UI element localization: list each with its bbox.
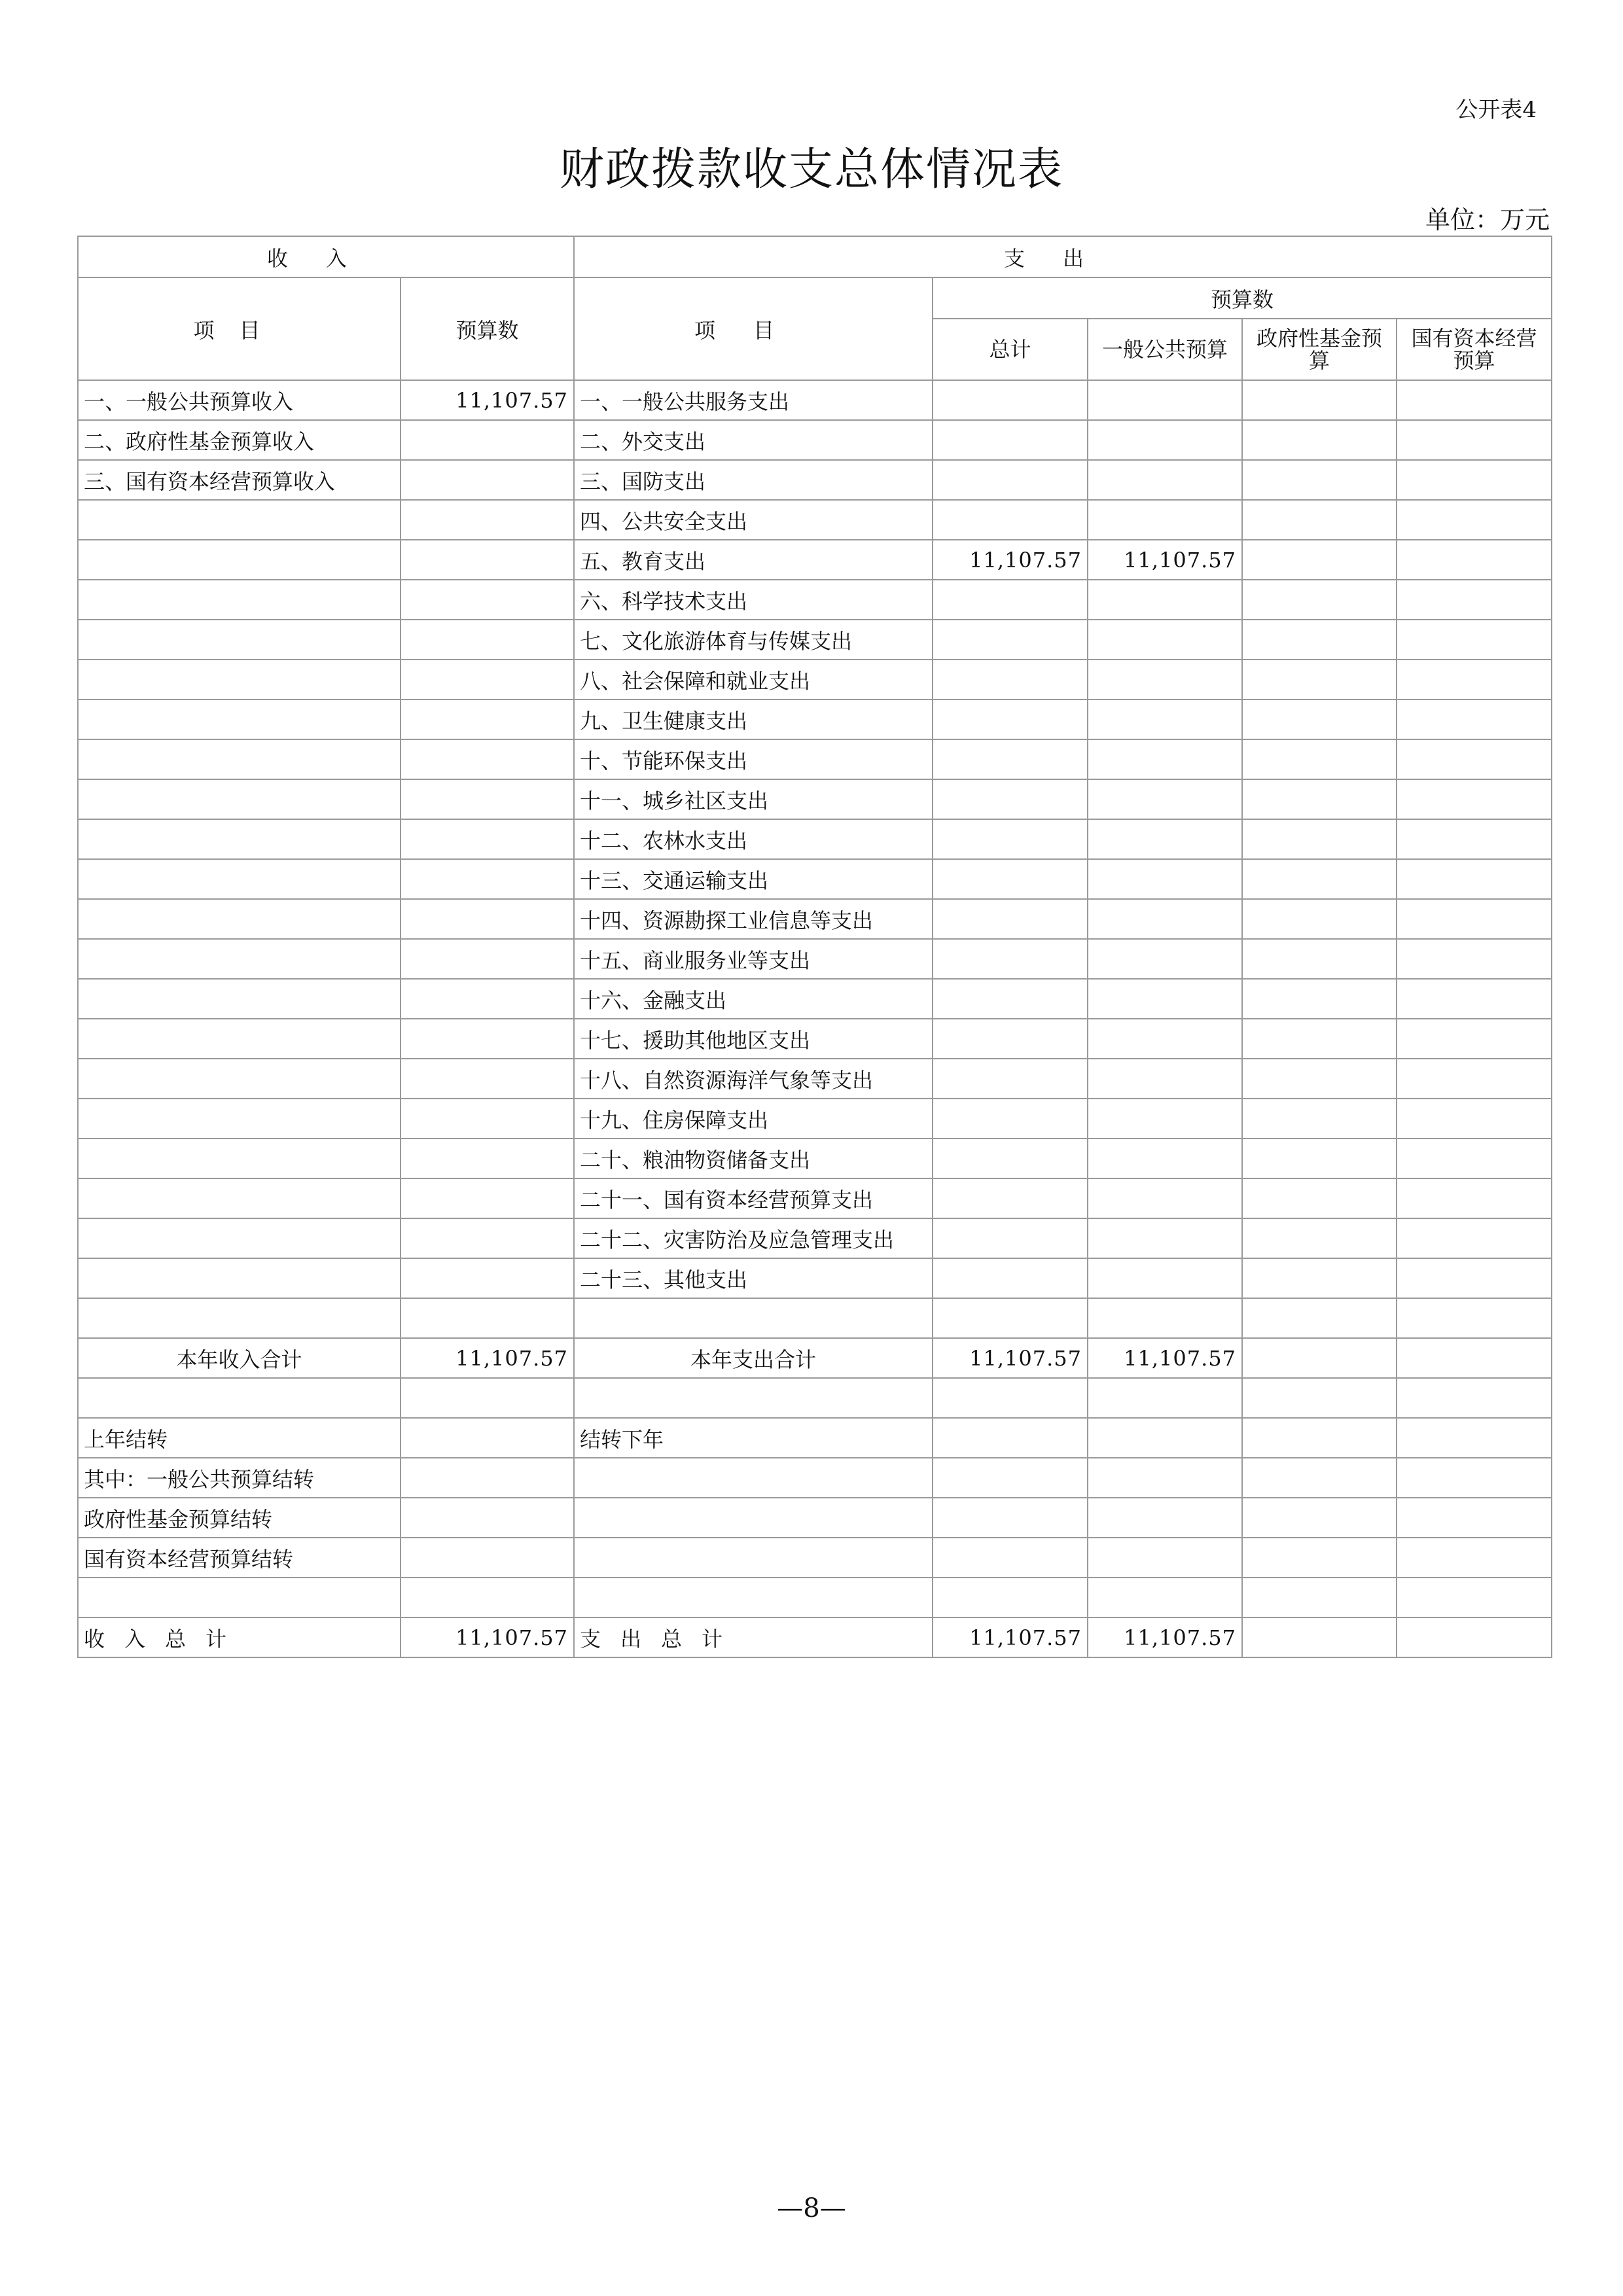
income-amount-cell [401,859,574,899]
table-row [78,420,1552,460]
income-amount-cell [401,1418,574,1458]
exp-soe-cell [1397,699,1552,739]
exp-fund-cell [1242,979,1397,1019]
income-amount-cell: 11,107.57 [401,380,574,420]
carry-row [78,1418,1552,1458]
income-item-cell [78,699,401,739]
exp-general-cell [1088,500,1242,540]
exp-item-cell: 十一、城乡社区支出 [574,779,933,819]
income-amount-cell [401,979,574,1019]
exp-item-cell: 八、社会保障和就业支出 [574,660,933,699]
exp-fund-cell [1242,1538,1397,1578]
general-budget-header: 一般公共预算 [1088,319,1242,380]
income-item-cell [78,500,401,540]
exp-item-cell: 二十一、国有资本经营预算支出 [574,1178,933,1218]
grand-income-amount: 11,107.57 [401,1617,574,1657]
exp-soe-cell [1397,859,1552,899]
exp-item-cell: 二十三、其他支出 [574,1258,933,1298]
income-item-cell [78,819,401,859]
exp-total-cell [933,460,1088,500]
exp-general-cell [1088,819,1242,859]
exp-soe-cell [1397,380,1552,420]
table-row [78,979,1552,1019]
exp-soe-cell [1397,979,1552,1019]
income-amount-cell [401,899,574,939]
income-amount-cell [401,739,574,779]
exp-general-cell [1088,859,1242,899]
income-item-cell: 政府性基金预算结转 [78,1498,401,1538]
income-amount-cell [401,1458,574,1498]
carry-row [78,1578,1552,1617]
exp-general-cell [1088,1538,1242,1578]
exp-soe-cell [1397,819,1552,859]
income-item-cell [78,779,401,819]
exp-soe-cell [1397,1578,1552,1617]
income-item-cell [78,660,401,699]
table-row [78,1298,1552,1338]
exp-general-cell [1088,420,1242,460]
exp-item-cell: 十九、住房保障支出 [574,1099,933,1139]
page-number: —8— [777,2193,846,2223]
exp-total-cell [933,1298,1088,1338]
exp-total-cell [933,500,1088,540]
exp-fund-cell [1242,819,1397,859]
gov-fund-header: 政府性基金预算 [1242,319,1397,380]
income-item-cell: 国有资本经营预算结转 [78,1538,401,1578]
exp-fund-cell [1242,660,1397,699]
income-amount-cell [401,939,574,979]
income-item-cell: 二、政府性基金预算收入 [78,420,401,460]
exp-fund-cell [1242,420,1397,460]
exp-item-cell: 十五、商业服务业等支出 [574,939,933,979]
exp-item-header: 项目 [574,277,933,380]
expenditure-header: 支出 [574,236,1552,277]
table-row [78,779,1552,819]
year-exp-label: 本年支出合计 [574,1338,933,1378]
exp-item-cell: 九、卫生健康支出 [574,699,933,739]
exp-fund-cell [1242,1059,1397,1099]
exp-total-cell [933,1059,1088,1099]
table-row [78,1178,1552,1218]
exp-soe-cell [1397,420,1552,460]
income-amount-cell [401,1538,574,1578]
carry-row [78,1538,1552,1578]
income-amount-cell [401,580,574,620]
unit-label: 单位：万元 [1425,205,1550,234]
grand-exp-general: 11,107.57 [1088,1617,1242,1657]
exp-item-cell: 四、公共安全支出 [574,500,933,540]
exp-general-cell [1088,1019,1242,1059]
exp-item-cell [574,1578,933,1617]
page-title: 财政拨款收支总体情况表 [559,144,1063,196]
income-amount-cell [401,819,574,859]
table-row [78,540,1552,580]
exp-general-cell [1088,1059,1242,1099]
exp-general-cell [1088,1258,1242,1298]
exp-soe-cell [1397,1418,1552,1458]
exp-general-cell [1088,699,1242,739]
table-row [78,1139,1552,1178]
exp-item-cell: 六、科学技术支出 [574,580,933,620]
exp-item-cell: 十二、农林水支出 [574,819,933,859]
exp-fund-cell [1242,1258,1397,1298]
income-item-cell [78,1578,401,1617]
income-amount-cell [401,500,574,540]
exp-soe-cell [1397,939,1552,979]
grand-exp-fund [1242,1617,1397,1657]
exp-item-cell: 一、一般公共服务支出 [574,380,933,420]
income-item-cell [78,1059,401,1099]
exp-soe-cell [1397,1178,1552,1218]
table-row [78,1218,1552,1258]
table-row [78,500,1552,540]
income-amount-cell [401,1218,574,1258]
exp-item-cell: 十三、交通运输支出 [574,859,933,899]
exp-total-cell: 11,107.57 [933,540,1088,580]
income-item-cell: 一、一般公共预算收入 [78,380,401,420]
exp-fund-cell [1242,859,1397,899]
exp-soe-cell [1397,1458,1552,1498]
table-row [78,620,1552,660]
exp-general-cell: 11,107.57 [1088,540,1242,580]
exp-soe-cell [1397,1059,1552,1099]
exp-soe-cell [1397,779,1552,819]
exp-fund-cell [1242,540,1397,580]
income-item-cell [78,1099,401,1139]
income-amount-cell [401,1099,574,1139]
exp-general-cell [1088,660,1242,699]
exp-soe-cell [1397,1538,1552,1578]
table-row [78,1099,1552,1139]
exp-general-cell [1088,979,1242,1019]
exp-total-cell [933,819,1088,859]
income-amount-cell [401,779,574,819]
form-number: 公开表4 [1455,97,1537,123]
income-item-cell [78,1019,401,1059]
income-amount-cell [401,660,574,699]
income-amount-cell [401,1019,574,1059]
exp-general-cell [1088,1139,1242,1178]
exp-soe-cell [1397,1019,1552,1059]
exp-fund-cell [1242,699,1397,739]
income-amount-cell [401,1498,574,1538]
income-item-cell [78,1298,401,1338]
exp-soe-cell [1397,500,1552,540]
table-row [78,699,1552,739]
year-total-row [78,1338,1552,1378]
exp-fund-cell [1242,1139,1397,1178]
exp-general-cell [1088,899,1242,939]
exp-general-cell [1088,1578,1242,1617]
exp-fund-cell [1242,460,1397,500]
exp-soe-cell [1397,580,1552,620]
exp-total-cell [933,1458,1088,1498]
exp-soe-cell [1397,1258,1552,1298]
income-item-cell [78,1218,401,1258]
exp-soe-cell [1397,460,1552,500]
exp-fund-cell [1242,1378,1397,1418]
exp-total-cell [933,1019,1088,1059]
exp-total-cell [933,939,1088,979]
income-item-cell: 其中：一般公共预算结转 [78,1458,401,1498]
income-item-cell [78,1139,401,1178]
total-header: 总计 [933,319,1088,380]
income-item-cell [78,1258,401,1298]
exp-total-cell [933,859,1088,899]
exp-item-cell: 二十二、灾害防治及应急管理支出 [574,1218,933,1258]
exp-total-cell [933,580,1088,620]
income-item-cell [78,1378,401,1418]
table-row [78,460,1552,500]
exp-general-cell [1088,620,1242,660]
fiscal-table [77,236,1552,1658]
exp-general-cell [1088,380,1242,420]
exp-total-cell [933,1218,1088,1258]
exp-fund-cell [1242,939,1397,979]
exp-soe-cell [1397,660,1552,699]
table-row [78,580,1552,620]
exp-fund-cell [1242,380,1397,420]
table-row [78,660,1552,699]
exp-item-cell: 三、国防支出 [574,460,933,500]
income-amount-cell [401,1178,574,1218]
exp-fund-cell [1242,1298,1397,1338]
exp-general-cell [1088,1498,1242,1538]
grand-exp-soe [1397,1617,1552,1657]
exp-fund-cell [1242,1498,1397,1538]
exp-general-cell [1088,580,1242,620]
exp-total-cell [933,1258,1088,1298]
table-row [78,1059,1552,1099]
exp-general-cell [1088,460,1242,500]
exp-total-cell [933,420,1088,460]
table-row [78,939,1552,979]
income-amount-cell [401,540,574,580]
exp-soe-cell [1397,899,1552,939]
exp-total-cell [933,1378,1088,1418]
year-exp-general: 11,107.57 [1088,1338,1242,1378]
income-item-cell [78,620,401,660]
exp-item-cell [574,1458,933,1498]
exp-soe-cell [1397,620,1552,660]
income-header: 收入 [78,236,574,277]
exp-fund-cell [1242,620,1397,660]
carry-row [78,1498,1552,1538]
table-row [78,899,1552,939]
table-row [78,380,1552,420]
exp-general-cell [1088,1418,1242,1458]
exp-fund-cell [1242,1218,1397,1258]
exp-total-cell [933,779,1088,819]
exp-item-cell: 十六、金融支出 [574,979,933,1019]
exp-item-cell [574,1298,933,1338]
exp-soe-cell [1397,739,1552,779]
exp-total-cell [933,1578,1088,1617]
income-amount-cell [401,1258,574,1298]
table-row [78,819,1552,859]
exp-general-cell [1088,739,1242,779]
exp-total-cell [933,979,1088,1019]
carry-row [78,1378,1552,1418]
income-amount-cell [401,620,574,660]
exp-item-cell [574,1498,933,1538]
income-amount-cell [401,1059,574,1099]
exp-soe-cell [1397,1099,1552,1139]
exp-fund-cell [1242,899,1397,939]
income-item-header: 项目 [78,277,401,380]
exp-soe-cell [1397,1378,1552,1418]
income-item-cell [78,899,401,939]
carry-row [78,1458,1552,1498]
year-income-amount: 11,107.57 [401,1338,574,1378]
income-amount-cell [401,1139,574,1178]
year-exp-fund [1242,1338,1397,1378]
header-row-2 [78,277,1552,319]
year-income-label: 本年收入合计 [78,1338,401,1378]
income-item-cell [78,979,401,1019]
exp-item-cell [574,1538,933,1578]
exp-general-cell [1088,939,1242,979]
year-exp-soe [1397,1338,1552,1378]
income-amount-cell [401,420,574,460]
exp-item-cell: 二十、粮油物资储备支出 [574,1139,933,1178]
exp-fund-cell [1242,739,1397,779]
exp-item-cell [574,1378,933,1418]
exp-fund-cell [1242,500,1397,540]
exp-general-cell [1088,1378,1242,1418]
income-item-cell [78,859,401,899]
exp-fund-cell [1242,1099,1397,1139]
income-item-cell [78,939,401,979]
income-amount-cell [401,1378,574,1418]
exp-fund-cell [1242,1578,1397,1617]
exp-general-cell [1088,1298,1242,1338]
income-amount-cell [401,1578,574,1617]
income-item-cell [78,1178,401,1218]
table-row [78,859,1552,899]
exp-item-cell: 十八、自然资源海洋气象等支出 [574,1059,933,1099]
grand-exp-total: 11,107.57 [933,1617,1088,1657]
exp-general-cell [1088,779,1242,819]
exp-item-cell: 结转下年 [574,1418,933,1458]
exp-total-cell [933,739,1088,779]
exp-soe-cell [1397,1139,1552,1178]
exp-item-cell: 十七、援助其他地区支出 [574,1019,933,1059]
exp-soe-cell [1397,1498,1552,1538]
exp-total-cell [933,620,1088,660]
exp-general-cell [1088,1218,1242,1258]
exp-item-cell: 五、教育支出 [574,540,933,580]
income-budget-header: 预算数 [401,277,574,380]
grand-income-label: 收入总计 [78,1617,401,1657]
table-row [78,739,1552,779]
exp-fund-cell [1242,1178,1397,1218]
income-amount-cell [401,699,574,739]
income-item-cell: 三、国有资本经营预算收入 [78,460,401,500]
exp-item-cell: 十四、资源勘探工业信息等支出 [574,899,933,939]
year-exp-total: 11,107.57 [933,1338,1088,1378]
header-row-1 [78,236,1552,277]
income-item-cell [78,739,401,779]
exp-fund-cell [1242,580,1397,620]
exp-general-cell [1088,1458,1242,1498]
exp-total-cell [933,1099,1088,1139]
income-item-cell [78,540,401,580]
exp-general-cell [1088,1178,1242,1218]
exp-fund-cell [1242,779,1397,819]
exp-fund-cell [1242,1418,1397,1458]
income-amount-cell [401,1298,574,1338]
exp-item-cell: 十、节能环保支出 [574,739,933,779]
soe-header: 国有资本经营预算 [1397,319,1552,380]
exp-total-cell [933,380,1088,420]
income-item-cell: 上年结转 [78,1418,401,1458]
exp-soe-cell [1397,1218,1552,1258]
table-row [78,1019,1552,1059]
exp-general-cell [1088,1099,1242,1139]
table-row [78,1258,1552,1298]
exp-total-cell [933,899,1088,939]
income-amount-cell [401,460,574,500]
exp-budget-header: 预算数 [933,277,1552,319]
exp-total-cell [933,699,1088,739]
exp-total-cell [933,1538,1088,1578]
exp-fund-cell [1242,1019,1397,1059]
grand-total-row [78,1617,1552,1657]
income-item-cell [78,580,401,620]
exp-total-cell [933,1418,1088,1458]
exp-soe-cell [1397,540,1552,580]
exp-item-cell: 七、文化旅游体育与传媒支出 [574,620,933,660]
exp-total-cell [933,660,1088,699]
exp-fund-cell [1242,1458,1397,1498]
exp-item-cell: 二、外交支出 [574,420,933,460]
exp-total-cell [933,1139,1088,1178]
exp-total-cell [933,1178,1088,1218]
exp-total-cell [933,1498,1088,1538]
grand-exp-label: 支出总计 [574,1617,933,1657]
exp-soe-cell [1397,1298,1552,1338]
